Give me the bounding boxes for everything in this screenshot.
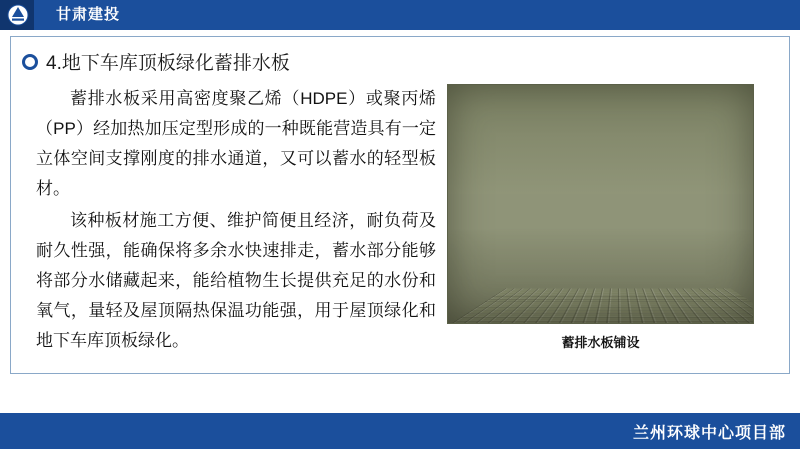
- figure: [447, 84, 754, 351]
- company-name: 甘肃建投: [56, 6, 121, 23]
- slide-heading: [22, 48, 290, 75]
- paragraph: 该种板材施工方便、维护简便且经济，耐负荷及耐久性强，能确保将多余水快速排走，蓄水部分能够将部分水储藏起来，能给植物生长提供充足的水份和氧气，量轻及屋顶隔热保温功能强，用于屋顶绿化和地下车库顶板绿化。: [36, 211, 436, 350]
- slide-heading-text: 4.地下车库顶板绿化蓄排水板: [46, 53, 290, 74]
- photo-highlight: [448, 85, 753, 194]
- photo-grid-pattern: [447, 289, 754, 324]
- paragraph: 蓄排水板采用高密度聚乙烯（HDPE）或聚丙烯（PP）经加热加压定型形成的一种既能营造具有一定立体空间支撑刚度的排水通道，又可以蓄水的轻型板材。: [36, 89, 436, 198]
- header-bar: [0, 0, 800, 30]
- photo-vignette: [448, 85, 753, 323]
- footer-bar: [0, 413, 800, 449]
- company-logo-icon: [6, 3, 30, 27]
- project-name: 兰州环球中心项目部: [632, 424, 786, 442]
- body-text-column: [36, 84, 436, 358]
- drainage-board-photo: [447, 84, 754, 324]
- figure-caption: 蓄排水板铺设: [561, 335, 640, 350]
- ring-bullet-icon: [22, 54, 38, 70]
